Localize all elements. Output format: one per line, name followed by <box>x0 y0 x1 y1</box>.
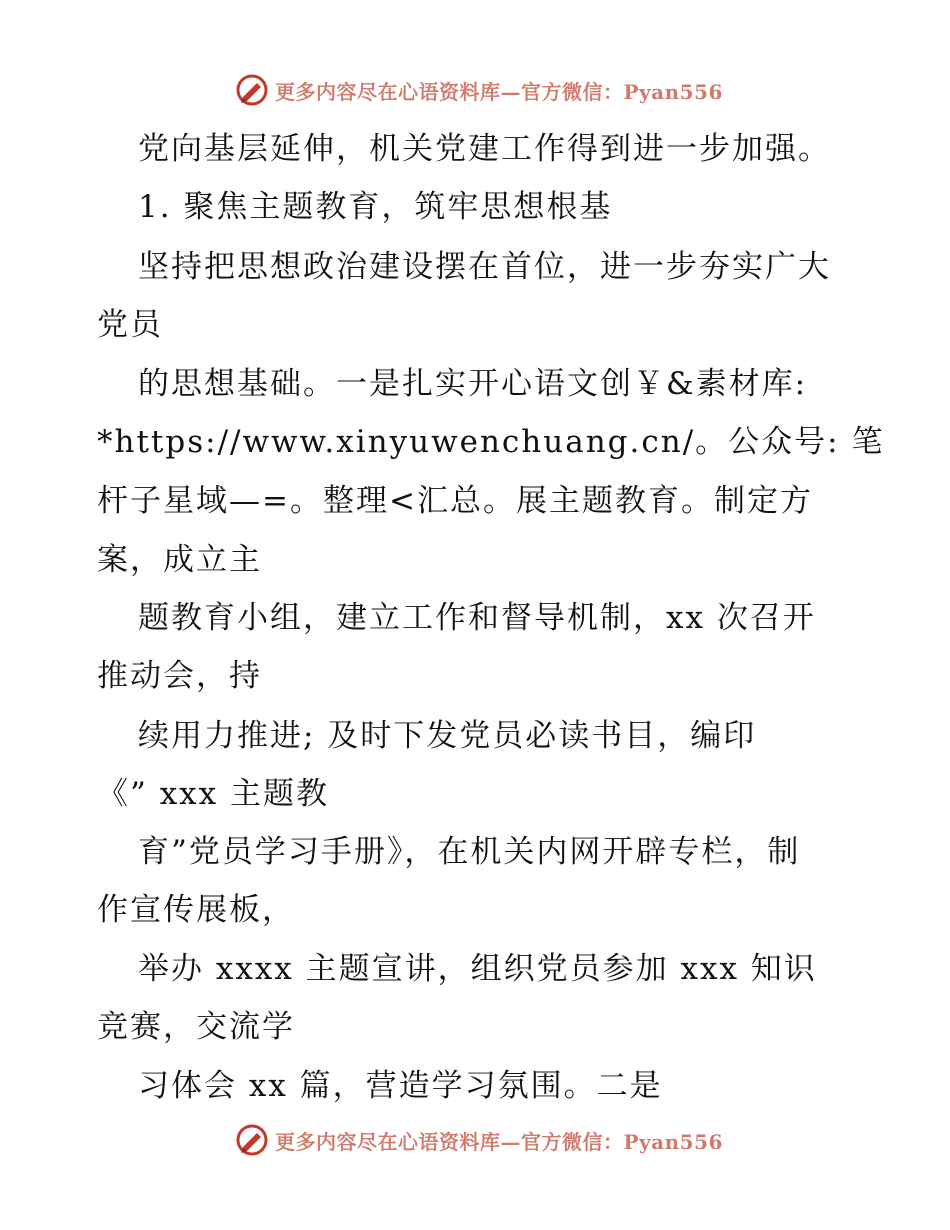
text-line: 杆子星域—=。整理<汇总。展主题教育。制定方 <box>97 483 813 519</box>
text-line: 《” xxx 主题教 <box>97 776 330 812</box>
text-line: 党向基层延伸，机关党建工作得到进一步加强。 <box>138 131 831 167</box>
text-line: 作宣传展板， <box>97 892 295 928</box>
text-line: 育”党员学习手册》，在机关内网开辟专栏，制 <box>138 834 801 870</box>
banner-text: 更多内容尽在心语资料库—官方微信：Pyan556 <box>275 79 723 104</box>
text-line: 续用力推进; 及时下发党员必读书目，编印 <box>138 718 757 754</box>
text-line: *https://www.xinyuwenchuang.cn/。公众号: 笔 <box>97 424 885 460</box>
text-line: 的思想基础。一是扎实开心语文创￥&素材库: <box>138 366 808 402</box>
text-line: 竞赛，交流学 <box>97 1009 295 1045</box>
pen-logo-icon <box>235 1123 269 1157</box>
text-line: 举办 xxxx 主题宣讲，组织党员参加 xxx 知识 <box>138 951 817 987</box>
text-line: 习体会 xx 篇，营造学习氛围。二是 <box>138 1068 663 1104</box>
text-line: 1. 聚焦主题教育，筑牢思想根基 <box>138 189 613 225</box>
text-line: 案，成立主 <box>97 542 262 578</box>
text-line: 题教育小组，建立工作和督导机制，xx 次召开 <box>138 600 816 636</box>
text-line: 推动会，持 <box>97 658 262 694</box>
text-line: 党员 <box>97 307 163 343</box>
text-line: 坚持把思想政治建设摆在首位，进一步夯实广大 <box>138 249 831 285</box>
banner-text: 更多内容尽在心语资料库—官方微信：Pyan556 <box>275 1129 723 1154</box>
footer-banner <box>235 1123 723 1157</box>
